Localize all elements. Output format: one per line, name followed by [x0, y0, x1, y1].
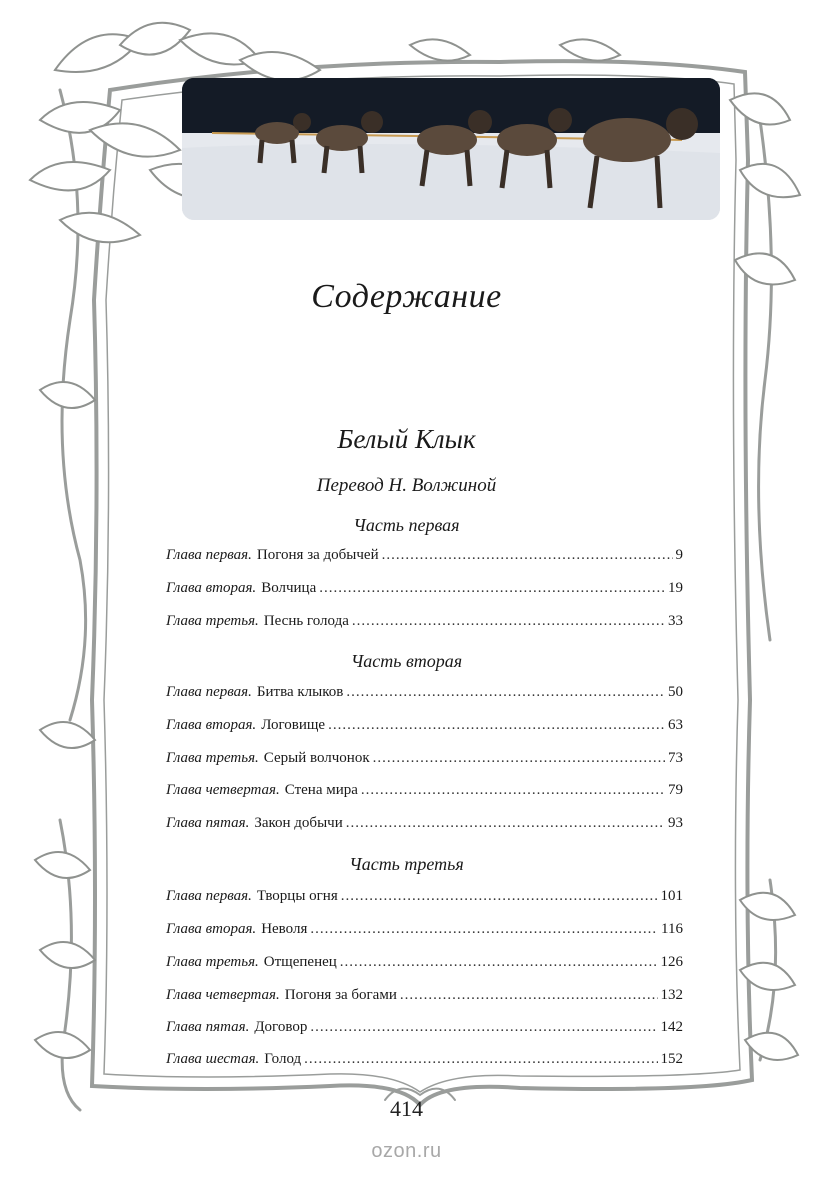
leader-dots	[304, 1051, 657, 1068]
chapter-label: Глава пятая.	[166, 1019, 250, 1035]
chapter-name: Погоня за добычей	[256, 547, 379, 563]
leader-dots	[310, 1019, 657, 1036]
chapter-label: Глава третья.	[166, 750, 259, 766]
chapter-page: 152	[660, 1051, 683, 1067]
part-heading: Часть вторая	[350, 651, 463, 671]
toc-entry[interactable]	[166, 954, 683, 976]
chapter-name: Погоня за богами	[284, 987, 397, 1003]
leader-dots	[328, 717, 665, 734]
chapter-label: Глава четвертая.	[166, 987, 280, 1003]
toc-entry[interactable]	[166, 782, 683, 804]
chapter-label: Глава третья.	[166, 954, 259, 970]
toc-entry[interactable]	[166, 921, 683, 943]
chapter-name: Творцы огня	[256, 888, 338, 904]
chapter-name: Стена мира	[284, 782, 358, 798]
toc-entry[interactable]	[166, 684, 683, 706]
chapter-label: Глава первая.	[166, 888, 252, 904]
chapter-name: Серый волчонок	[263, 750, 370, 766]
chapter-page: 63	[668, 717, 683, 733]
chapter-page: 33	[668, 613, 683, 629]
toc-entry[interactable]	[166, 547, 683, 569]
toc-entry[interactable]	[166, 613, 683, 635]
leader-dots	[340, 954, 658, 971]
chapter-name: Песнь голода	[263, 613, 349, 629]
toc-entry[interactable]	[166, 888, 683, 910]
leader-dots	[346, 684, 665, 701]
chapter-page: 116	[661, 921, 683, 937]
toc-entry[interactable]	[166, 987, 683, 1009]
chapter-label: Глава вторая.	[166, 580, 257, 596]
translator-credit: Перевод Н. Волжиной	[316, 475, 497, 496]
chapter-name: Неволя	[261, 921, 308, 937]
chapter-label: Глава пятая.	[166, 815, 250, 831]
leader-dots	[361, 782, 665, 799]
site-watermark: ozon.ru	[371, 1140, 442, 1162]
chapter-name: Голод	[264, 1051, 302, 1067]
chapter-name: Волчица	[261, 580, 317, 596]
toc-entry[interactable]	[166, 815, 683, 837]
leader-dots	[352, 613, 665, 630]
chapter-label: Глава четвертая.	[166, 782, 280, 798]
chapter-name: Битва клыков	[256, 684, 344, 700]
toc-entry[interactable]	[166, 750, 683, 772]
chapter-label: Глава третья.	[166, 613, 259, 629]
page-number: 414	[390, 1096, 423, 1121]
chapter-page: 142	[660, 1019, 683, 1035]
leader-dots	[400, 987, 658, 1004]
part-heading: Часть первая	[353, 515, 460, 535]
chapter-page: 101	[660, 888, 683, 904]
toc-entry[interactable]	[166, 717, 683, 739]
chapter-page: 79	[668, 782, 683, 798]
chapter-page: 73	[668, 750, 683, 766]
leader-dots	[373, 750, 665, 767]
leader-dots	[310, 921, 658, 938]
part-heading: Часть третья	[349, 854, 464, 874]
book-title: Белый Клык	[337, 424, 476, 454]
chapter-name: Логовище	[261, 717, 326, 733]
leader-dots	[341, 888, 658, 905]
chapter-label: Глава первая.	[166, 684, 252, 700]
contents-title: Содержание	[311, 278, 502, 315]
toc-entry[interactable]	[166, 580, 683, 602]
toc-entry[interactable]	[166, 1019, 683, 1041]
chapter-label: Глава вторая.	[166, 921, 257, 937]
chapter-page: 50	[668, 684, 683, 700]
chapter-name: Отщепенец	[263, 954, 337, 970]
chapter-label: Глава первая.	[166, 547, 252, 563]
chapter-page: 19	[668, 580, 683, 596]
leader-dots	[319, 580, 665, 597]
chapter-name: Закон добычи	[254, 815, 343, 831]
leader-dots	[382, 547, 673, 564]
toc-entry[interactable]	[166, 1051, 683, 1073]
chapter-label: Глава вторая.	[166, 717, 257, 733]
chapter-label: Глава шестая.	[166, 1051, 260, 1067]
sled-dogs-illustration	[182, 78, 720, 220]
chapter-name: Договор	[254, 1019, 308, 1035]
chapter-page: 93	[668, 815, 683, 831]
chapter-page: 9	[675, 547, 683, 563]
chapter-page: 126	[660, 954, 683, 970]
leader-dots	[346, 815, 665, 832]
chapter-page: 132	[660, 987, 683, 1003]
